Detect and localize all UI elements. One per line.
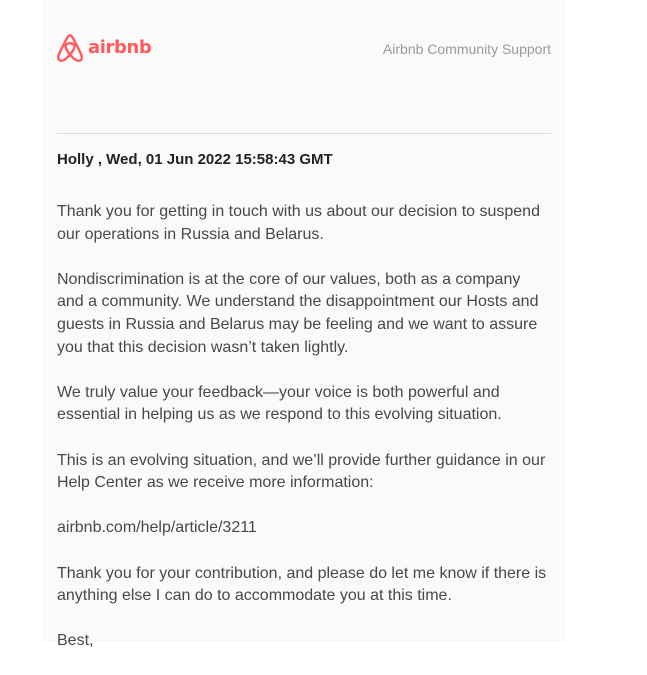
message-paragraph: Thank you for your contribution, and please do let me know if there is anything else I can do to accommodate you at this time. bbox=[57, 564, 547, 605]
support-label: Airbnb Community Support bbox=[382, 41, 551, 57]
message-paragraph: Nondiscrimination is at the core of our values, both as a company and a community. We understand the disappointment our Hosts and guests in Russia and Belarus may be feeling and we want to assure you that this decision wasn’t taken lightly. bbox=[57, 270, 539, 356]
message-paragraph: We truly value your feedback—your voice is both powerful and essential in helping us as we respond to this evolving situation. bbox=[57, 383, 502, 424]
airbnb-logo[interactable] bbox=[57, 34, 151, 62]
brand-name: airbnb bbox=[88, 37, 152, 58]
message-body bbox=[57, 201, 551, 675]
message-paragraph: Thank you for getting in touch with us about our decision to suspend our operations in Russia and Belarus. bbox=[57, 203, 540, 243]
email-header bbox=[57, 34, 551, 68]
header-divider bbox=[57, 133, 551, 134]
message-sender-date: Holly , Wed, 01 Jun 2022 15:58:43 GMT bbox=[57, 151, 333, 168]
message-paragraph: This is an evolving situation, and we’ll provide further guidance in our Help Center as we receive more information: bbox=[57, 451, 546, 492]
message-signoff: Best, bbox=[57, 632, 94, 650]
airbnb-belo-icon bbox=[57, 34, 83, 62]
help-article-link[interactable]: airbnb.com/help/article/3211 bbox=[57, 519, 257, 537]
